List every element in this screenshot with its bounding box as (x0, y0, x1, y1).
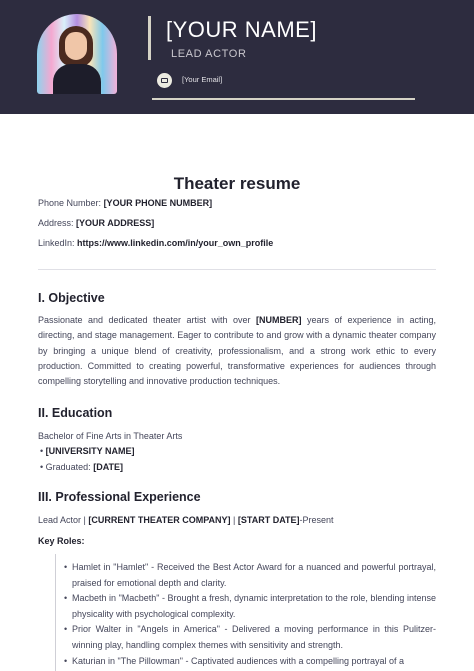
education-university: [UNIVERSITY NAME] (45, 446, 135, 456)
experience-separator-1: | (81, 515, 89, 525)
objective-heading: I. Objective (38, 291, 105, 305)
section-divider (38, 269, 436, 270)
objective-text (38, 313, 436, 389)
role-item: • Prior Walter in "Angels in America" - Delivered a moving performance in this Pulitzer-winning play, handling complex themes with sensitivity and strength. (64, 622, 436, 653)
role-item: • Hamlet in "Hamlet" - Received the Best Actor Award for a nuanced and powerful portrayal, praised for emotional depth and clarity. (64, 560, 436, 591)
key-roles-list (64, 560, 436, 669)
graduated-label: Graduated: (45, 462, 91, 472)
address-value: [YOUR ADDRESS] (76, 218, 155, 228)
experience-heading: III. Professional Experience (38, 490, 201, 504)
education-heading: II. Education (38, 406, 113, 420)
header-name: [YOUR NAME] (166, 17, 317, 42)
experience-position: Lead Actor (38, 515, 82, 525)
education-graduated-item: • Graduated: [DATE] (40, 462, 124, 472)
resume-header (0, 0, 474, 114)
header-vertical-divider (148, 16, 151, 60)
key-roles-label: Key Roles: (38, 536, 85, 546)
linkedin-link[interactable]: https://www.linkedin.com/in/your_own_profile (77, 238, 274, 248)
header-horizontal-divider (152, 98, 415, 100)
experience-separator-2: | (230, 515, 238, 525)
education-degree: Bachelor of Fine Arts in Theater Arts (38, 431, 183, 441)
header-email[interactable]: [Your Email] (182, 75, 223, 84)
header-role: LEAD ACTOR (171, 48, 247, 60)
experience-start-date: [START DATE] (237, 515, 300, 525)
address-label: Address: (38, 218, 74, 228)
contact-address (38, 218, 154, 228)
phone-value: [YOUR PHONE NUMBER] (103, 198, 213, 208)
experience-company: [CURRENT THEATER COMPANY] (88, 515, 231, 525)
contact-linkedin (38, 238, 273, 248)
role-item: • Katurian in "The Pillowman" - Captivated audiences with a compelling portrayal of a (64, 654, 436, 670)
experience-position-line (38, 515, 334, 525)
role-item: • Macbeth in "Macbeth" - Brought a fresh, dynamic interpretation to the role, blending intense physicality with psychological complexity. (64, 591, 436, 622)
objective-text-after: years of experience in acting, directing, and stage management. Eager to contribute to and grow with a dynamic theater company by bringing a unique blend of creativity, professionalism, and a strong work ethic to every production. Committed to creating powerful, transformative experiences for audiences through compelling storytelling and innovative production techniques. (38, 315, 436, 387)
profile-photo (37, 14, 117, 94)
graduated-value: [DATE] (93, 462, 124, 472)
linkedin-label: LinkedIn: (38, 238, 75, 248)
email-icon (157, 73, 172, 88)
roles-vertical-bar (55, 554, 56, 671)
objective-text-before: Passionate and dedicated theater artist with over (38, 315, 256, 325)
education-university-item: • [UNIVERSITY NAME] (40, 446, 135, 456)
photo-face (65, 32, 87, 60)
phone-label: Phone Number: (38, 198, 102, 208)
contact-phone (38, 198, 212, 208)
experience-end: -Present (299, 515, 334, 525)
photo-body (53, 64, 101, 94)
objective-number: [NUMBER] (256, 315, 302, 325)
page-title: Theater resume (173, 174, 301, 193)
